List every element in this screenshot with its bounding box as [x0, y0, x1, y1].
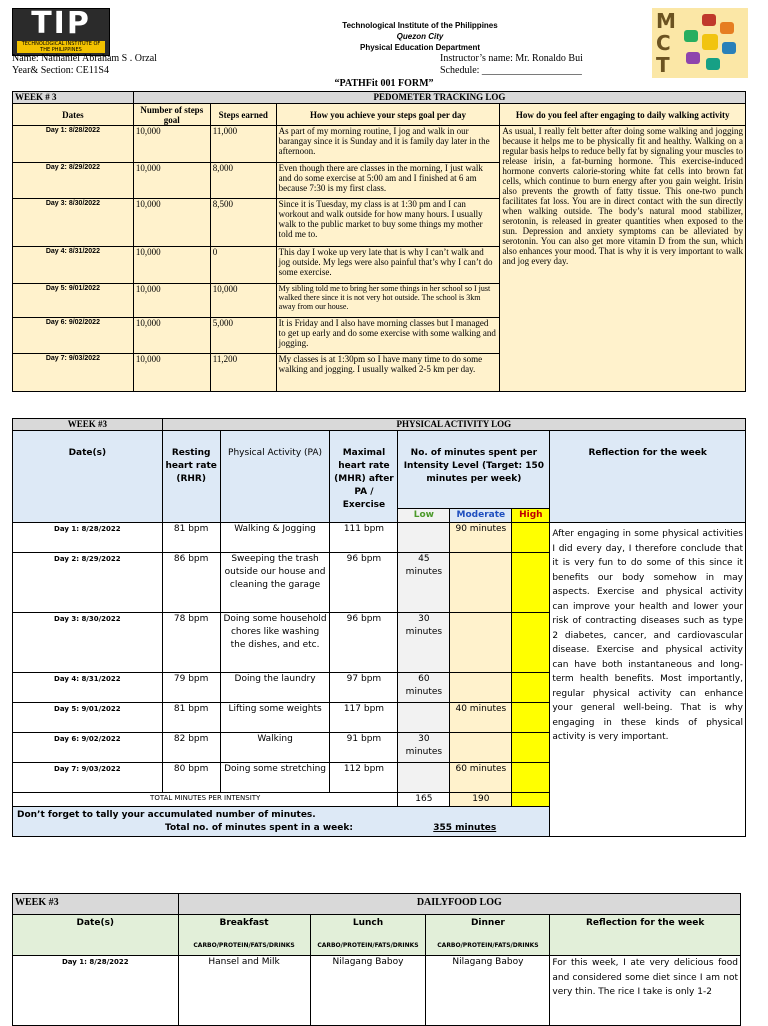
header-minutes: No. of minutes spent per Intensity Level (Target: 150 minutes per week): [398, 431, 550, 509]
table-row: Day 2: 8/29/2022 10,000 8,000 Even though there are classes in the morning, I just walk and do some exercise at 5:00 am and I finished at 6 am because 7:30 is my first class.: [13, 163, 746, 199]
table-row: Day 1: 8/28/2022 81 bpm Walking & Jogging 111 bpm 90 minutes After engaging in some physical activities I did every day, I therefore conclude that it is very fun to do some of this since it benefits our body somehow in may aspects. Exercise and physical activity can improve your health and lower your risk of contracting diseases such as type 2 diabetes, cancer, and cardiovascular disease. Exercise and physical activity can have both instantaneous and long-term health benefits. Most importantly, regular physical activity can enhance your general well-being. That is why engaging in these kinds of physical activity is very important.: [13, 523, 746, 553]
activity-reflection-text: After engaging in some physical activities I did every day, I therefore conclude that it is very fun to do some of this since it benefits our body somehow in may aspects. Exercise and physical activity can improve your health and lower your risk of contracting diseases such as type 2 diabetes, cancer, and cardiovascular disease. Exercise and physical activity can have both instantaneous and long-term health benefits. Most importantly, regular physical activity can enhance your general well-being. That is why engaging in these kinds of physical activity is very important.: [550, 523, 746, 837]
table-row: Day 5: 9/01/2022 81 bpm Lifting some weights 117 bpm 40 minutes: [13, 703, 746, 733]
table-row: Day 4: 8/31/2022 79 bpm Doing the laundry 97 bpm 60 minutes: [13, 673, 746, 703]
food-header-date: Date(s): [13, 915, 179, 956]
form-title: “PATHFit 001 FORM”: [334, 78, 434, 89]
food-week: WEEK #3: [13, 894, 179, 915]
header-reflection: Reflection for the week: [550, 431, 746, 523]
food-header-lunch: Lunch CARBO/PROTEIN/FATS/DRINKS: [310, 915, 426, 956]
tip-logo: [12, 8, 110, 56]
tip-logo-subtext: TECHNOLOGICAL INSTITUTE OF THE PHILIPPINES: [17, 41, 105, 53]
institute-city: Quezon City: [396, 32, 444, 41]
week-total-label: Total no. of minutes spent in a week:: [165, 823, 353, 833]
header-how-achieve: How you achieve your steps goal per day: [276, 104, 500, 126]
table-row: Day 1: 8/28/2022 Hansel and Milk Nilagang Baboy Nilagang Baboy For this week, I ate very delicious food and considered some diet since I am not very thin. The rice I take is only 1-2: [13, 956, 741, 1026]
table-row: Day 3: 8/30/2022 78 bpm Doing some household chores like washing the dishes, and etc. 96 bpm 30 minutes: [13, 613, 746, 673]
food-subheader: CARBO/PROTEIN/FATS/DRINKS: [317, 942, 419, 949]
header-date: Date(s): [13, 431, 163, 523]
food-reflection-text: For this week, I ate very delicious food and considered some diet since I am not very thin. The rice I take is only 1-2: [550, 956, 741, 1026]
instructor-name: Instructor’s name: Mr. Ronaldo Bui: [440, 53, 583, 64]
header-mhr: Maximal heart rate (MHR) after PA / Exercise: [330, 431, 398, 523]
pedometer-table: [12, 91, 746, 392]
mct-hex-2: [720, 22, 734, 34]
header-how-feel: How do you feel after engaging to daily walking activity: [500, 104, 746, 126]
pedometer-title: PEDOMETER TRACKING LOG: [133, 92, 745, 104]
total-low: 165: [398, 793, 450, 807]
table-row: Day 5: 9/01/2022 10,000 10,000 My sibling told me to bring her some things in her school so I just walked there since it is not very hot outside. The school is 3km away from our house.: [13, 284, 746, 318]
total-label: TOTAL MINUTES PER INTENSITY: [13, 793, 398, 807]
header-steps-earned: Steps earned: [210, 104, 276, 126]
mct-hex-7: [706, 58, 720, 70]
food-subheader: CARBO/PROTEIN/FATS/DRINKS: [193, 942, 295, 949]
year-section: Year& Section: CE11S4: [12, 65, 109, 76]
physical-activity-table: [12, 418, 746, 837]
header-low: Low: [398, 509, 450, 523]
tally-note: Don’t forget to tally your accumulated number of minutes.: [17, 810, 316, 820]
header-high: High: [512, 509, 550, 523]
header-steps-goal: Number of steps goal: [133, 104, 210, 126]
mct-logo: [652, 8, 748, 78]
food-header-dinner: Dinner CARBO/PROTEIN/FATS/DRINKS: [426, 915, 550, 956]
header-rhr: Resting heart rate (RHR): [162, 431, 220, 523]
header-dates: Dates: [13, 104, 134, 126]
mct-hex-3: [684, 30, 698, 42]
food-header-breakfast: Breakfast CARBO/PROTEIN/FATS/DRINKS: [178, 915, 310, 956]
schedule: Schedule: ____________________: [440, 65, 582, 76]
mct-logo-letters: M C T: [656, 9, 676, 77]
food-header-reflection: Reflection for the week: [550, 915, 741, 956]
table-row: Day 7: 9/03/2022 10,000 11,200 My classes is at 1:30pm so I have many time to do some walking and jogging. I usually walked 2-5 km per day.: [13, 354, 746, 392]
table-row: Day 3: 8/30/2022 10,000 8,500 Since it is Tuesday, my class is at 1:30 pm and I can workout and walk outside for how many hours. I usually walk to the public market to buy some things my mother told me to.: [13, 199, 746, 247]
activity-title: PHYSICAL ACTIVITY LOG: [162, 419, 745, 431]
header-pa: Physical Activity (PA): [220, 431, 330, 523]
mct-hex-6: [686, 52, 700, 64]
table-row: Day 6: 9/02/2022 82 bpm Walking 91 bpm 30 minutes: [13, 733, 746, 763]
activity-week: WEEK #3: [13, 419, 163, 431]
table-row: Day 4: 8/31/2022 10,000 0 This day I woke up very late that is why I can’t walk and jog outside. My legs were also painful that’s why I can’t do some exercise.: [13, 247, 746, 284]
table-row: Day 7: 9/03/2022 80 bpm Doing some stretching 112 bpm 60 minutes: [13, 763, 746, 793]
mct-hex-5: [722, 42, 736, 54]
mct-hex-1: [702, 14, 716, 26]
total-high: [512, 793, 550, 807]
pedometer-feel-text: As usual, I really felt better after doing some walking and jogging because it helps me to be physically fit and healthy. Walking on a regular basis helps to reduce belly fat by signaling your muscles to release irisin, a fat-burning hormone. This exercise-induced hormone converts calorie-storing white fat cells into brown fat cells, which continue to burn energy after you gain weight. Irisin also prevents the growth of fatty tissue. This one-two punch facilitates fat loss. You are in direct contact with the sun directly when walking outside. The body’s natural mood stabilizer, serotonin, is released in greater quantities when exposed to the sun. Depression and anxiety symptoms can be alleviated by serotonin. You can also get more vitamin D from the sun, which also enhances your mood. That is why it is very important to walk and jog every day.: [500, 126, 746, 392]
table-row: Day 2: 8/29/2022 86 bpm Sweeping the trash outside our house and cleaning the garage 96 bpm 45 minutes: [13, 553, 746, 613]
week-total-value: 355 minutes: [433, 823, 497, 833]
department-name: Physical Education Department: [359, 43, 481, 52]
food-title: DAILYFOOD LOG: [178, 894, 740, 915]
pedometer-week: WEEK # 3: [13, 92, 134, 104]
food-log-table: [12, 893, 741, 1026]
institute-name: Technological Institute of the Philippines: [342, 21, 498, 30]
table-row: Day 1: 8/28/2022 10,000 11,000 As part of my morning routine, I jog and walk in our barangay since it is Sunday and it is family day later in the afternoon. As usual, I really felt better after doing some walking and jogging because it helps me to be physically fit and healthy. Walking on a regular basis helps to reduce belly fat by signaling your muscles to release irisin, a fat-burning hormone. This exercise-induced hormone converts calorie-storing white fat cells into brown fat cells, which continue to burn energy after you gain weight. Irisin also prevents the growth of fatty tissue. This one-two punch facilitates fat loss. You are in direct contact with the sun directly when walking outside. The body’s natural mood stabilizer, serotonin, is released in greater quantities when exposed to the sun. Depression and anxiety symptoms can be alleviated by serotonin. You can also get more vitamin D from the sun, which also enhances your mood. That is why it is very important to walk and jog every day.: [13, 126, 746, 163]
student-name: Name: Nathaniel Abraham S . Orzal: [12, 53, 157, 64]
food-subheader: CARBO/PROTEIN/FATS/DRINKS: [437, 942, 539, 949]
total-moderate: 190: [450, 793, 512, 807]
mct-hex-4: [702, 34, 718, 50]
table-row: Day 6: 9/02/2022 10,000 5,000 It is Friday and I also have morning classes but I managed to get up early and do some exercise with some walking and jogging.: [13, 318, 746, 354]
header-moderate: Moderate: [450, 509, 512, 523]
institution-header: [230, 20, 610, 53]
tip-logo-text: TIP: [31, 6, 91, 41]
